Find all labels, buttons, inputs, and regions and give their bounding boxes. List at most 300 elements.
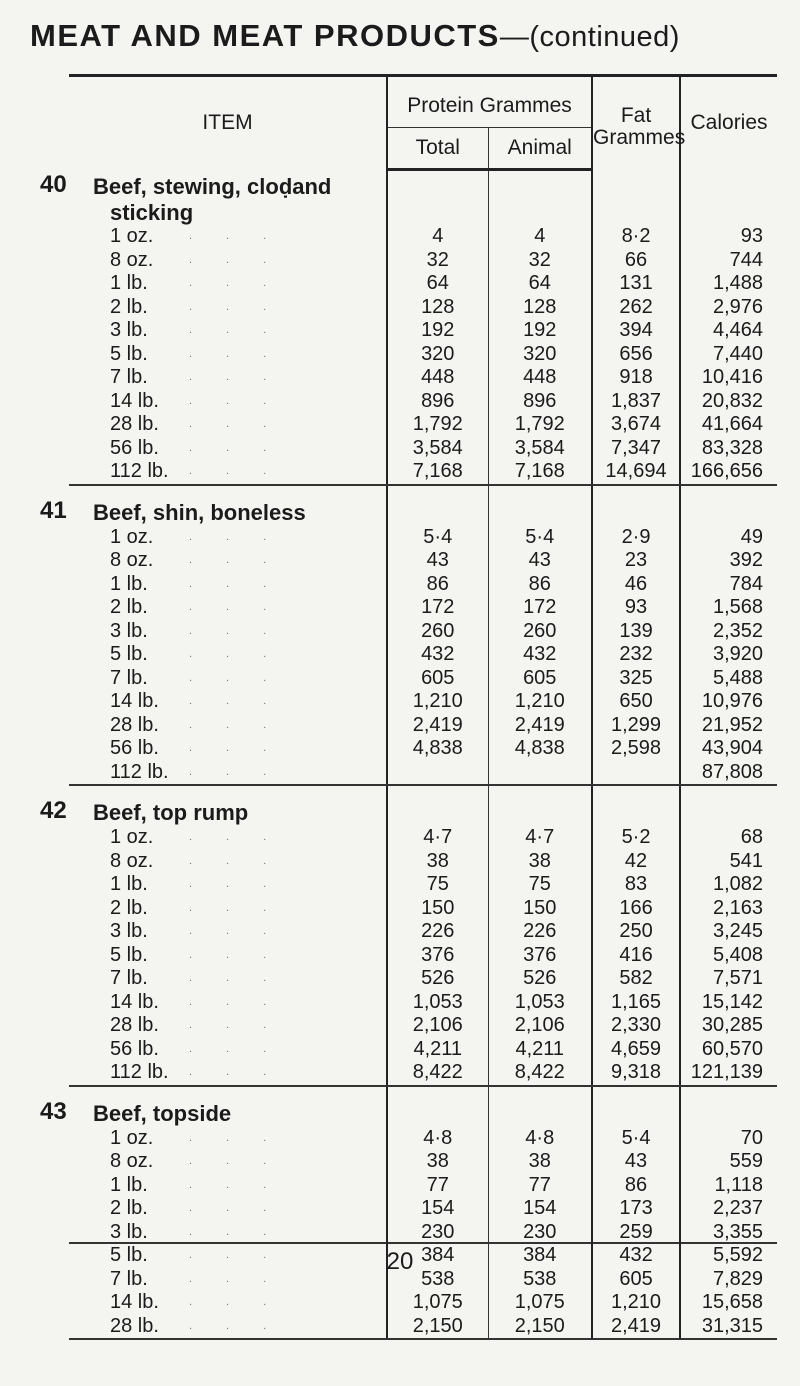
group-header-row: [69, 170, 777, 202]
leader-dots: ...: [189, 1225, 301, 1238]
row-quantity: [69, 413, 387, 437]
table-row: [69, 991, 777, 1015]
page-title-suffix: —(continued): [499, 21, 680, 53]
row-quantity: [69, 596, 387, 620]
cell-calories: 1,118: [714, 1173, 764, 1196]
group-reference-number: 40: [40, 171, 67, 198]
row-quantity-label: 14 lb.: [110, 690, 159, 712]
cell-protein-animal: 432: [488, 643, 592, 667]
cell-protein-animal: 2,150: [488, 1315, 592, 1340]
table-row: [69, 944, 777, 968]
row-quantity-label: 7 lb.: [110, 1267, 148, 1290]
cell-protein-animal: 4·7: [488, 826, 592, 850]
leader-dots: ...: [189, 530, 301, 543]
cell-protein-total: 128: [387, 296, 488, 320]
table-row: [69, 526, 777, 550]
leader-dots: ...: [189, 277, 301, 289]
row-quantity-label: 56 lb.: [110, 1037, 159, 1060]
group-spacer: [69, 785, 777, 796]
cell-protein-animal: 4,838: [488, 737, 592, 761]
cell-calories: 7,829: [712, 1267, 764, 1290]
cell-fat: 83: [592, 873, 680, 897]
group-name: Beef, topside: [93, 1100, 232, 1126]
cell-protein-total: 605: [387, 667, 488, 691]
cell-protein-animal: [488, 761, 592, 786]
group-header-row: [69, 496, 777, 526]
cell-protein-animal: 526: [488, 967, 592, 991]
cell-calories: 7,571: [712, 967, 764, 989]
row-quantity: [69, 873, 387, 897]
cell-fat: 582: [592, 967, 680, 991]
cell-protein-total: 7,168: [387, 460, 488, 485]
cell-protein-total: 86: [387, 573, 488, 597]
row-quantity: [69, 690, 387, 714]
table-row: [69, 390, 777, 414]
cell-fat: 8·2: [592, 225, 680, 249]
leader-dots: ...: [189, 925, 301, 937]
cell-protein-animal: 77: [488, 1174, 592, 1198]
cell-protein-total: 5·4: [387, 526, 488, 550]
cell-fat: 605: [592, 1268, 680, 1292]
table-row: [69, 1150, 777, 1174]
leader-dots: ...: [189, 995, 301, 1008]
cell-fat: 46: [592, 573, 680, 597]
cell-protein-animal: 75: [488, 873, 592, 897]
row-quantity: [69, 1221, 387, 1245]
row-quantity-label: 2 lb.: [110, 295, 148, 318]
cell-fat: 416: [592, 944, 680, 968]
cell-fat: 250: [592, 920, 680, 944]
cell-calories: 559: [729, 1150, 764, 1172]
cell-protein-animal: 538: [488, 1268, 592, 1292]
row-quantity: [69, 1291, 387, 1315]
row-quantity: [69, 1174, 387, 1198]
row-quantity-label: 8 oz.: [110, 549, 154, 571]
cell-calories: 15,658: [701, 1291, 764, 1313]
cell-protein-total: 226: [387, 920, 488, 944]
leader-dots: ...: [189, 577, 301, 590]
table-row: [69, 714, 777, 738]
group-header-row: [69, 796, 777, 826]
cell-protein-total: 1,792: [387, 413, 488, 437]
cell-fat: 42: [592, 850, 680, 874]
row-quantity-label: 8 oz.: [110, 849, 154, 872]
header-fat-label: Fat Grammes: [593, 104, 686, 150]
cell-protein-total: 38: [387, 1150, 488, 1174]
cell-calories: 392: [729, 549, 764, 571]
leader-dots: ...: [189, 324, 301, 336]
cell-protein-animal: 1,075: [488, 1291, 592, 1315]
row-quantity-label: 7 lb.: [110, 666, 148, 689]
table-row: [69, 549, 777, 573]
cell-protein-total: 150: [387, 897, 488, 921]
row-quantity-label: 1 oz.: [110, 1126, 154, 1149]
group-reference-number: 43: [40, 1098, 67, 1125]
cell-protein-animal: 32: [488, 249, 592, 273]
cell-calories: 93: [740, 225, 764, 247]
row-quantity: [69, 1197, 387, 1221]
leader-dots: ...: [189, 671, 301, 684]
cell-protein-animal: 4,211: [488, 1038, 592, 1062]
group-name-continued: sticking: [110, 200, 194, 225]
row-quantity-label: 28 lb.: [110, 1314, 159, 1337]
table-row: [69, 850, 777, 874]
table-row: [69, 1061, 777, 1086]
cell-calories: 43,904: [701, 737, 764, 759]
cell-fat: 7,347: [592, 437, 680, 461]
cell-protein-total: 32: [387, 249, 488, 273]
cell-calories: 10,416: [701, 366, 764, 388]
cell-protein-animal: 376: [488, 944, 592, 968]
cell-calories: 5,592: [712, 1244, 764, 1266]
row-quantity-label: 1 oz.: [110, 826, 154, 848]
table-row: [69, 272, 777, 296]
row-quantity-label: 3 lb.: [110, 319, 148, 341]
cell-calories: 2,976: [712, 295, 764, 318]
cell-calories: 49: [740, 525, 764, 548]
row-quantity: [69, 319, 387, 343]
cell-protein-animal: 8,422: [488, 1061, 592, 1086]
cell-calories: 5,488: [712, 666, 764, 689]
header-item: ITEM: [69, 77, 387, 170]
table-row: [69, 920, 777, 944]
leader-dots: ...: [189, 1019, 301, 1031]
leader-dots: ...: [189, 441, 301, 454]
cell-protein-total: 38: [387, 850, 488, 874]
leader-dots: ...: [189, 1178, 301, 1191]
header-calories: Calories: [690, 111, 768, 135]
table-row: [69, 967, 777, 991]
cell-calories: 744: [729, 248, 764, 271]
cell-protein-total: 260: [387, 620, 488, 644]
row-quantity-label: 3 lb.: [110, 619, 148, 642]
row-quantity-label: 14 lb.: [110, 990, 159, 1013]
leader-dots: ...: [189, 554, 301, 566]
leader-dots: ...: [189, 854, 301, 867]
group-name: Beef, top rump: [93, 800, 249, 825]
row-quantity-label: 28 lb.: [110, 1014, 159, 1036]
cell-fat: 5·2: [592, 826, 680, 850]
page-number: 20: [386, 1248, 414, 1275]
row-quantity-label: 1 lb.: [110, 1173, 148, 1196]
cell-protein-total: 4,211: [387, 1038, 488, 1062]
row-quantity-label: 1 lb.: [110, 272, 148, 294]
leader-dots: ...: [189, 1249, 301, 1261]
cell-calories: 31,315: [680, 1315, 777, 1340]
cell-protein-total: 154: [387, 1197, 488, 1221]
header-protein-grammes: Protein Grammes: [387, 77, 592, 128]
cell-protein-total: 432: [387, 643, 488, 667]
cell-fat: 325: [592, 667, 680, 691]
leader-dots: ...: [189, 901, 301, 914]
page-title: [30, 18, 680, 54]
leader-dots: ...: [189, 972, 301, 984]
row-quantity-label: 2 lb.: [110, 596, 148, 618]
row-quantity-label: 3 lb.: [110, 920, 148, 942]
cell-protein-animal: 154: [488, 1197, 592, 1221]
row-quantity-label: 5 lb.: [110, 342, 148, 365]
row-quantity-label: 8 oz.: [110, 1150, 154, 1172]
cell-protein-animal: 2,106: [488, 1014, 592, 1038]
cell-protein-animal: 605: [488, 667, 592, 691]
row-quantity: [69, 944, 387, 968]
cell-calories: 3,355: [712, 1220, 764, 1243]
cell-protein-animal: 230: [488, 1221, 592, 1245]
table-row: [69, 667, 777, 691]
table-row: [69, 1291, 777, 1315]
cell-calories: 3,920: [712, 643, 764, 665]
row-quantity-label: 5 lb.: [110, 943, 148, 966]
row-quantity: [69, 1038, 387, 1062]
cell-protein-total: 64: [387, 272, 488, 296]
cell-protein-total: 192: [387, 319, 488, 343]
cell-fat: 432: [592, 1244, 680, 1268]
cell-calories: 30,285: [701, 1014, 764, 1036]
row-quantity-label: 28 lb.: [110, 713, 159, 736]
row-quantity: [69, 1315, 387, 1340]
cell-fat: 173: [592, 1197, 680, 1221]
leader-dots: ...: [189, 601, 301, 613]
table-row: [69, 296, 777, 320]
cell-protein-total: 77: [387, 1174, 488, 1198]
row-quantity: [69, 437, 387, 461]
table-row: [69, 873, 777, 897]
row-quantity: [69, 296, 387, 320]
leader-dots: ...: [189, 465, 301, 477]
cell-protein-total: 1,053: [387, 991, 488, 1015]
leader-dots: ...: [189, 1272, 301, 1285]
row-quantity-label: 1 oz.: [110, 225, 154, 247]
table-row: [69, 1197, 777, 1221]
cell-fat: 232: [592, 643, 680, 667]
cell-protein-total: 75: [387, 873, 488, 897]
leader-dots: ...: [189, 878, 301, 890]
group-reference-number: 41: [40, 497, 67, 524]
cell-calories: 1,568: [712, 596, 764, 618]
cell-calories: 784: [729, 572, 764, 595]
group-spacer: [69, 1086, 777, 1097]
cell-protein-total: 2,419: [387, 714, 488, 738]
table-row: [69, 366, 777, 390]
cell-protein-animal: 1,792: [488, 413, 592, 437]
row-quantity: [69, 761, 387, 786]
cell-fat: 918: [592, 366, 680, 390]
cell-fat: 259: [592, 1221, 680, 1245]
cell-protein-animal: 226: [488, 920, 592, 944]
cell-protein-total: 384: [387, 1244, 488, 1268]
cell-protein-total: 4: [387, 225, 488, 249]
table-row: [69, 897, 777, 921]
row-quantity-label: 56 lb.: [110, 737, 159, 759]
row-quantity-label: 56 lb.: [110, 436, 159, 459]
table-row: [69, 249, 777, 273]
cell-protein-total: 43: [387, 549, 488, 573]
cell-fat: 4,659: [592, 1038, 680, 1062]
cell-fat: 166: [592, 897, 680, 921]
cell-fat: 3,674: [592, 413, 680, 437]
leader-dots: ...: [189, 394, 301, 407]
table-row: [69, 437, 777, 461]
cell-fat: 139: [592, 620, 680, 644]
table-body: [69, 170, 777, 1340]
nutrition-table: [69, 77, 777, 1340]
row-quantity-label: 2 lb.: [110, 896, 148, 919]
table-row: [69, 1038, 777, 1062]
cell-calories: 166,656: [680, 460, 777, 485]
row-quantity: [69, 1014, 387, 1038]
cell-protein-total: 2,150: [387, 1315, 488, 1340]
row-quantity: [69, 714, 387, 738]
leader-dots: ...: [189, 648, 301, 660]
cell-calories: 2,352: [712, 619, 764, 642]
cell-protein-total: 538: [387, 1268, 488, 1292]
cell-fat: 93: [592, 596, 680, 620]
cell-protein-animal: 64: [488, 272, 592, 296]
cell-calories: 68: [740, 826, 764, 848]
cell-protein-animal: 38: [488, 1150, 592, 1174]
leader-dots: ...: [189, 230, 301, 242]
cell-protein-animal: 192: [488, 319, 592, 343]
row-quantity-label: 7 lb.: [110, 967, 148, 989]
cell-protein-total: 4,838: [387, 737, 488, 761]
cell-calories: 5,408: [712, 943, 764, 966]
row-quantity: [69, 573, 387, 597]
cell-protein-animal: 320: [488, 343, 592, 367]
row-quantity: [69, 920, 387, 944]
cell-fat: 9,318: [592, 1061, 680, 1086]
cell-calories: 541: [729, 849, 764, 872]
group-header-row-continued: [69, 201, 777, 225]
row-quantity-label: 5 lb.: [110, 1244, 148, 1266]
row-quantity-label: 112 lb.: [110, 1061, 169, 1083]
leader-dots: ...: [189, 695, 301, 707]
table-row: [69, 1127, 777, 1151]
row-quantity-label: 2 lb.: [110, 1197, 148, 1219]
row-quantity: [69, 1127, 387, 1151]
leader-dots: ...: [189, 1202, 301, 1214]
cell-fat: 1,837: [592, 390, 680, 414]
cell-protein-total: 4·7: [387, 826, 488, 850]
leader-dots: ...: [189, 1296, 301, 1308]
table-row: [69, 620, 777, 644]
cell-protein-animal: 86: [488, 573, 592, 597]
row-quantity: [69, 643, 387, 667]
row-quantity-label: 8 oz.: [110, 248, 154, 271]
cell-protein-animal: 38: [488, 850, 592, 874]
table-row: [69, 343, 777, 367]
group-spacer: [69, 485, 777, 496]
row-quantity: [69, 850, 387, 874]
cell-protein-total: 1,210: [387, 690, 488, 714]
cell-protein-total: 376: [387, 944, 488, 968]
row-quantity: [69, 390, 387, 414]
cell-protein-animal: 1,053: [488, 991, 592, 1015]
leader-dots: ...: [189, 1155, 301, 1167]
table-row: [69, 690, 777, 714]
row-quantity: [69, 249, 387, 273]
leader-dots: ...: [189, 1131, 301, 1144]
row-quantity: [69, 272, 387, 296]
cell-protein-animal: 5·4: [488, 526, 592, 550]
page-title-main: MEAT AND MEAT PRODUCTS: [30, 18, 500, 53]
leader-dots: ...: [189, 831, 301, 843]
cell-fat: 66: [592, 249, 680, 273]
leader-dots: ...: [189, 948, 301, 961]
cell-fat: 86: [592, 1174, 680, 1198]
cell-fat: 656: [592, 343, 680, 367]
cell-protein-total: 2,106: [387, 1014, 488, 1038]
cell-fat: 43: [592, 1150, 680, 1174]
row-quantity: [69, 737, 387, 761]
table-row: [69, 319, 777, 343]
leader-dots: ...: [189, 300, 301, 313]
cell-protein-total: 3,584: [387, 437, 488, 461]
leader-dots: ...: [189, 253, 301, 266]
cell-calories: 83,328: [701, 436, 764, 459]
row-quantity: [69, 620, 387, 644]
row-quantity: [69, 225, 387, 249]
header-protein-total: Total: [387, 128, 488, 170]
cell-protein-total: 1,075: [387, 1291, 488, 1315]
cell-protein-total: 8,422: [387, 1061, 488, 1086]
group-reference-number: 42: [40, 797, 67, 824]
cell-protein-total: 896: [387, 390, 488, 414]
cell-fat: 2,419: [592, 1315, 680, 1340]
cell-fat: 131: [592, 272, 680, 296]
table-row: [69, 643, 777, 667]
header-fat-grammes: [592, 77, 686, 170]
cell-fat: 23: [592, 549, 680, 573]
cell-fat: 2,330: [592, 1014, 680, 1038]
leader-dots: ...: [189, 1042, 301, 1055]
cell-protein-animal: 3,584: [488, 437, 592, 461]
cell-calories: 20,832: [701, 389, 764, 412]
cell-protein-animal: 2,419: [488, 714, 592, 738]
cell-protein-total: 448: [387, 366, 488, 390]
group-name: Beef, stewing, cloḍand: [93, 174, 332, 200]
cell-protein-total: 320: [387, 343, 488, 367]
table-row: [69, 1174, 777, 1198]
table-row: [69, 1014, 777, 1038]
cell-calories: 2,237: [712, 1197, 764, 1219]
cell-protein-animal: 150: [488, 897, 592, 921]
cell-fat: 14,694: [592, 460, 680, 485]
cell-calories: 87,808: [680, 761, 777, 786]
cell-protein-total: 526: [387, 967, 488, 991]
row-quantity: [69, 366, 387, 390]
row-quantity-label: 14 lb.: [110, 1291, 159, 1313]
row-quantity: [69, 667, 387, 691]
table-row: [69, 225, 777, 249]
row-quantity-label: 28 lb.: [110, 413, 159, 435]
row-quantity: [69, 991, 387, 1015]
cell-protein-animal: 4: [488, 225, 592, 249]
cell-calories: 121,139: [680, 1061, 777, 1086]
cell-protein-animal: 1,210: [488, 690, 592, 714]
leader-dots: ...: [189, 418, 301, 430]
header-protein-animal: Animal: [488, 128, 592, 170]
row-quantity-label: 1 lb.: [110, 873, 148, 895]
cell-protein-animal: 260: [488, 620, 592, 644]
cell-calories: 1,082: [712, 873, 764, 895]
cell-protein-total: 4·8: [387, 1127, 488, 1151]
table-row: [69, 1221, 777, 1245]
cell-fat: 1,299: [592, 714, 680, 738]
leader-dots: ...: [189, 1066, 301, 1078]
cell-fat: 5·4: [592, 1127, 680, 1151]
cell-fat: 2·9: [592, 526, 680, 550]
leader-dots: ...: [189, 624, 301, 637]
